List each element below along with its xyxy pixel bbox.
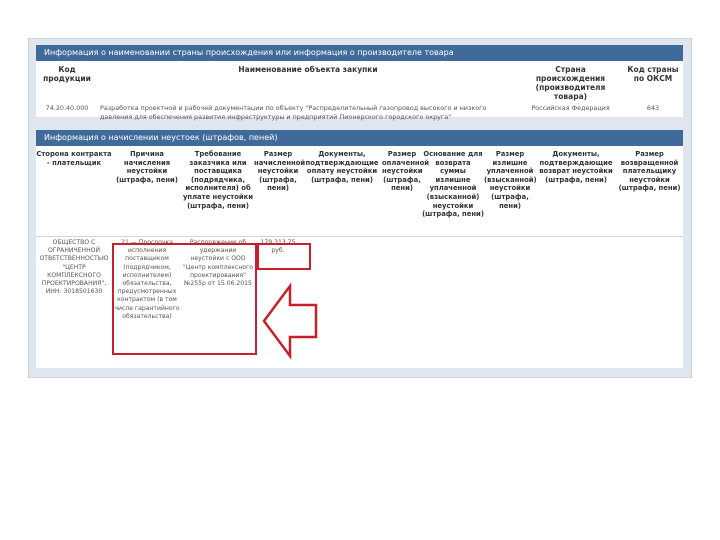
- country-origin-panel: [36, 45, 683, 121]
- origin-country: Российская Федерация: [531, 104, 610, 112]
- column-header: Сторона контракта - плательщик: [36, 150, 112, 167]
- empty-cell: [484, 237, 536, 321]
- highlight-box-reason-demand: [112, 243, 257, 355]
- column-header: Требование заказчика или поставщика (подрядчика, исполнителя) об уплате неустойки (штрафа, пени): [182, 150, 254, 210]
- column-header: Размер начисленной неустойки (штрафа, пени): [254, 150, 306, 193]
- demand-cell: Распоряжение об удержании неустойки с ООО "Центр комплексного проектирования" №255р от 15.06.2015: [183, 239, 253, 288]
- empty-cell: [422, 237, 484, 321]
- panel-title: Информация о наименовании страны происхождения или информация о производителе товара: [36, 45, 683, 61]
- table-header-row: [36, 61, 683, 103]
- object-name: Разработка проектной и рабочей документации по объекту "Распределительный газопровод высокого и низкого давления для обеспечения развития инфраструктуры и предприятий Пионерского городского округа": [100, 104, 487, 121]
- column-header: Размер оплаченной неустойки (штрафа, пени): [382, 150, 430, 193]
- panel-title: Информация о начислении неустоек (штрафов, пеней): [36, 130, 683, 146]
- column-header: Причина начисления неустойки (штрафа, пени): [116, 150, 178, 184]
- column-header: Размер излишне уплаченной (взысканной) неустойки (штрафа, пени): [484, 150, 537, 210]
- column-header: Размер возвращенной плательщику неустойки (штрафа, пени): [618, 150, 681, 193]
- oksm-code: 643: [646, 104, 660, 112]
- column-header: Наименование объекта закупки: [238, 65, 378, 74]
- empty-cell: [536, 237, 616, 321]
- column-header: Код продукции: [43, 65, 91, 83]
- column-header: Страна происхождения (производителя товара): [535, 65, 606, 101]
- column-header: Основание для возврата суммы излишне уплаченной (взысканной) неустойки (штрафа, пени): [422, 150, 484, 219]
- column-header: Документы, подтверждающие возврат неустойки (штрафа, пени): [539, 150, 613, 184]
- payer-cell: ОБЩЕСТВО С ОГРАНИЧЕННОЙ ОТВЕТСТВЕННОСТЬЮ "ЦЕНТР КОМПЛЕКСНОГО ПРОЕКТИРОВАНИЯ", ИНН: 3018501630: [39, 239, 109, 296]
- empty-cell: [616, 237, 683, 321]
- table-row: [36, 103, 683, 122]
- column-header: Документы, подтверждающие оплату неустойки (штрафа, пени): [305, 150, 379, 184]
- column-header: Код страны по ОКСМ: [627, 65, 679, 83]
- empty-cell: [382, 237, 422, 321]
- origin-table: [36, 61, 683, 122]
- product-code: 74.20.40.000: [45, 104, 89, 112]
- reason-cell: 21 — Просрочка исполнения поставщиком (подрядчиком, исполнителем) обязательства, предусмотренных контрактом (в том числе гарантийного обязательства): [114, 239, 180, 320]
- left-arrow-icon: [262, 283, 318, 359]
- highlight-box-amount: [257, 243, 311, 270]
- table-header-row: [36, 146, 683, 237]
- amount-cell: 179 313,75 руб.: [260, 239, 296, 255]
